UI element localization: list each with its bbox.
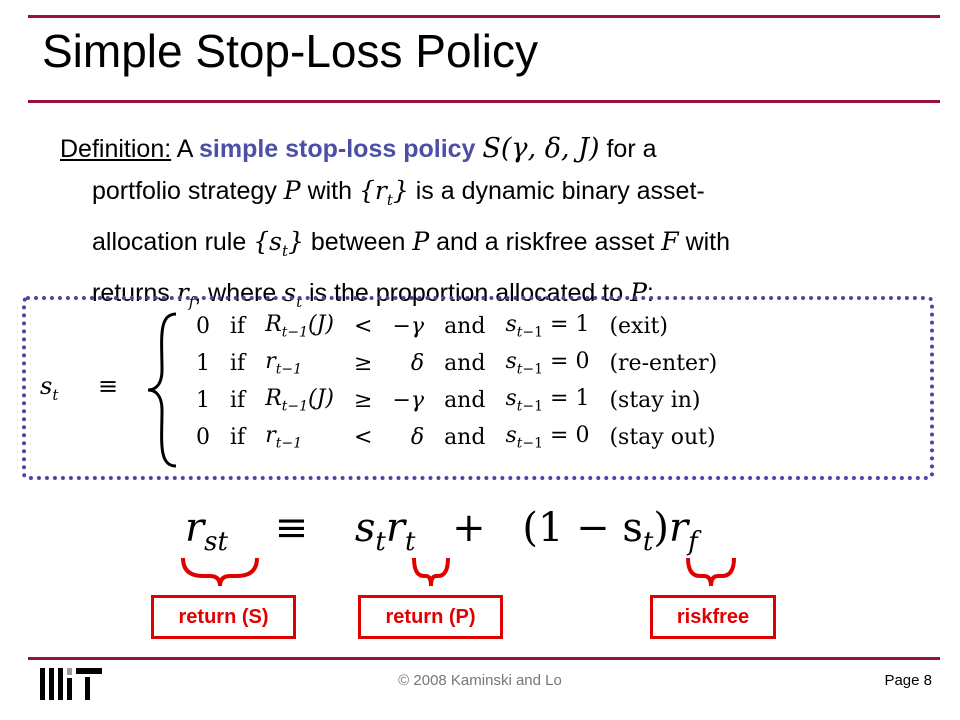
cases-table <box>186 308 727 456</box>
footer-rule <box>28 657 940 660</box>
page-number: Page 8 <box>884 672 932 689</box>
left-brace <box>144 310 184 470</box>
definition-label: Definition: <box>60 135 172 163</box>
title-rule-top <box>28 15 940 18</box>
definition-paragraph <box>60 128 920 323</box>
underbrace-return-s <box>183 558 257 586</box>
policy-symbol: S(γ, δ, J) <box>482 133 600 164</box>
label-return-p: return (P) <box>358 595 503 639</box>
return-equation: $r_{st} \equiv s_tr_t + (1 - s_t)r_f$ <box>185 505 698 557</box>
label-return-s: return (S) <box>151 595 296 639</box>
case-row: 1 if $R_{t-1}(J)$ ≥ −γ and $s_{t-1} = 1$ (stay in) <box>196 386 701 415</box>
case-row: 0 if $r_{t-1}$ < δ and $s_{t-1} = 0$ (stay out) <box>196 423 716 452</box>
definition-line-3: allocation rule $\{s_t\}$ between P and a riskfree asset F with <box>92 227 731 260</box>
title-rule-bottom <box>28 100 940 103</box>
term-highlight: simple stop-loss policy <box>199 135 476 163</box>
underbrace-return-p <box>414 558 448 586</box>
case-row: 0 if $R_{t-1}(J)$ < −γ and $s_{t-1} = 1$ (exit) <box>196 312 668 341</box>
case-row: 1 if $r_{t-1}$ ≥ δ and $s_{t-1} = 0$ (re-enter) <box>196 349 718 378</box>
definition-line-4: returns $r_f$, where $s_t$ is the proportion allocated to P: <box>92 278 654 311</box>
definition-line-1: Definition: A simple stop-loss policy S(γ, δ, J) for a <box>60 133 657 164</box>
underbraces <box>0 550 960 590</box>
underbrace-riskfree <box>688 558 734 586</box>
slide-title: Simple Stop-Loss Policy <box>42 25 538 77</box>
copyright-text: © 2008 Kaminski and Lo <box>398 672 562 689</box>
cases-box <box>22 296 934 480</box>
cases-lhs: $s_t$ ≡ <box>40 372 119 404</box>
label-riskfree: riskfree <box>650 595 776 639</box>
definition-line-2: portfolio strategy P with $\{r_t\}$ is a dynamic binary asset- <box>92 176 705 209</box>
